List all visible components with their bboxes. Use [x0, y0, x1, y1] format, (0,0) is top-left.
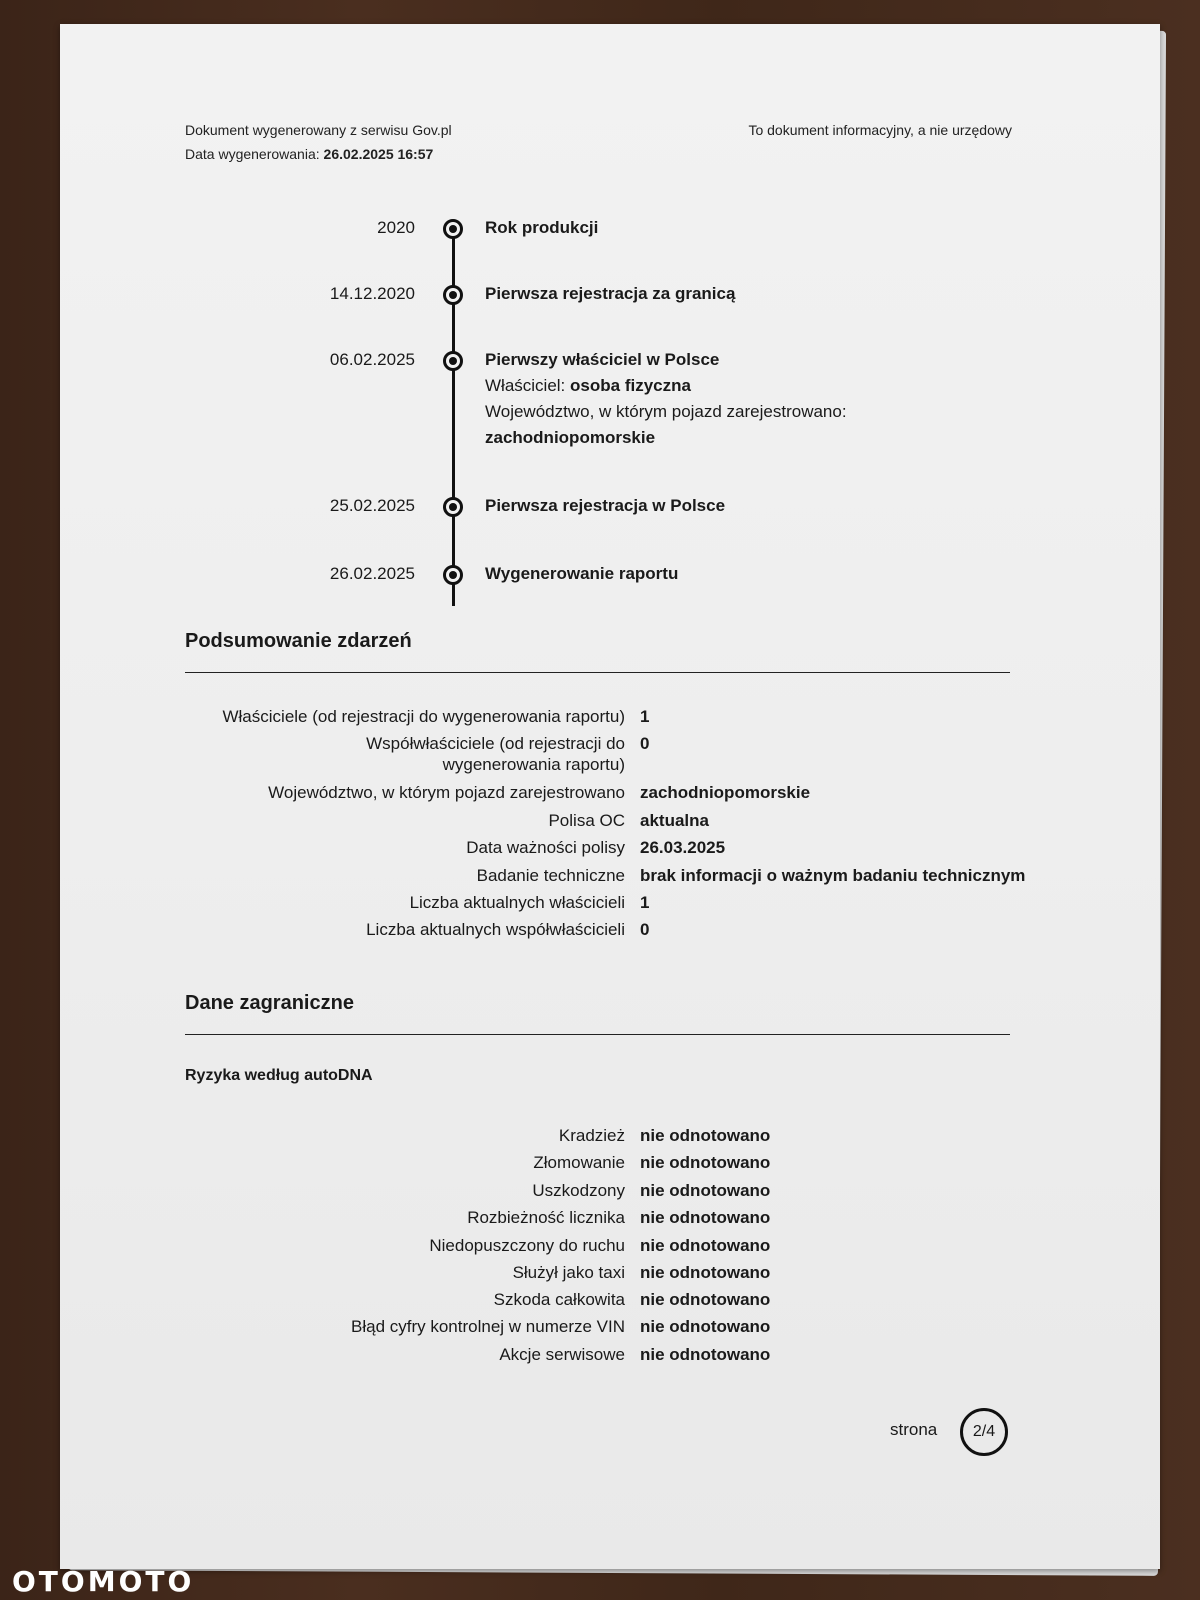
- summary-value: 1: [640, 707, 650, 726]
- summary-label: Liczba aktualnych właścicieli: [409, 893, 625, 912]
- timeline-date: 26.02.2025: [329, 564, 415, 583]
- summary-value: 0: [640, 920, 650, 939]
- summary-label: Województwo, w którym pojazd zarejestrowano: [268, 783, 625, 802]
- summary-value: 26.03.2025: [640, 838, 726, 857]
- summary-value: zachodniopomorskie: [640, 783, 811, 802]
- summary-label: Liczba aktualnych współwłaścicieli: [366, 920, 625, 939]
- summary-value: brak informacji o ważnym badaniu technicznym: [640, 866, 1026, 885]
- foreign-title: Dane zagraniczne: [185, 992, 354, 1014]
- summary-label: Współwłaściciele (od rejestracji do wygenerowania raportu): [366, 734, 625, 774]
- risk-value: nie odnotowano: [640, 1290, 771, 1309]
- document-page: [60, 24, 1160, 1569]
- timeline-title: Wygenerowanie raportu: [485, 564, 679, 583]
- risk-label: Złomowanie: [533, 1153, 625, 1172]
- generated-label: Data wygenerowania:: [185, 146, 320, 162]
- summary-value: 0: [640, 734, 650, 753]
- risk-value: nie odnotowano: [640, 1126, 771, 1145]
- section-divider: [185, 1034, 1010, 1035]
- owner-value: osoba fizyczna: [570, 376, 691, 395]
- summary-label: Właściciele (od rejestracji do wygenerowania raportu): [222, 707, 625, 726]
- timeline-date: 2020: [377, 218, 415, 237]
- section-divider: [185, 672, 1010, 673]
- risk-label: Kradzież: [558, 1126, 625, 1145]
- timeline-date: 06.02.2025: [329, 350, 415, 369]
- page-label: strona: [890, 1420, 938, 1439]
- summary-value: 1: [640, 893, 650, 912]
- region-value: zachodniopomorskie: [485, 428, 656, 447]
- risk-value: nie odnotowano: [640, 1208, 771, 1227]
- header-source: Dokument wygenerowany z serwisu Gov.pl: [185, 122, 452, 138]
- risk-label: Służył jako taxi: [512, 1263, 625, 1282]
- timeline-date: 14.12.2020: [329, 284, 415, 303]
- summary-title: Podsumowanie zdarzeń: [185, 630, 412, 652]
- risk-value: nie odnotowano: [640, 1263, 771, 1282]
- summary-label: Data ważności polisy: [466, 838, 625, 857]
- timeline-dot-icon: [443, 351, 463, 371]
- generated-value: 26.02.2025 16:57: [323, 146, 434, 162]
- timeline-title: Pierwszy właściciel w Polsce: [485, 350, 720, 369]
- timeline-title: Rok produkcji: [485, 218, 599, 237]
- owner-line: [485, 373, 847, 399]
- risk-label: Rozbieżność licznika: [467, 1208, 625, 1227]
- timeline-dot-icon: [443, 565, 463, 585]
- owner-label: Właściciel:: [485, 376, 566, 395]
- summary-label: Polisa OC: [548, 811, 625, 830]
- timeline-entry-owner: [485, 347, 847, 451]
- risk-label: Uszkodzony: [532, 1181, 625, 1200]
- header-generated: [185, 146, 433, 162]
- timeline-date: 25.02.2025: [329, 496, 415, 515]
- risk-label: Błąd cyfry kontrolnej w numerze VIN: [351, 1317, 625, 1336]
- header-disclaimer: To dokument informacyjny, a nie urzędowy: [748, 122, 1012, 138]
- risk-value: nie odnotowano: [640, 1153, 771, 1172]
- timeline-title: Pierwsza rejestracja w Polsce: [485, 496, 726, 515]
- page-number: 2/4: [960, 1408, 1008, 1456]
- region-label: Województwo, w którym pojazd zarejestrowano:: [485, 402, 847, 421]
- risk-value: nie odnotowano: [640, 1236, 771, 1255]
- summary-value: aktualna: [640, 811, 709, 830]
- risk-label: Akcje serwisowe: [499, 1345, 625, 1364]
- timeline-title: Pierwsza rejestracja za granicą: [485, 284, 736, 303]
- risk-label: Niedopuszczony do ruchu: [429, 1236, 625, 1255]
- risk-value: nie odnotowano: [640, 1345, 771, 1364]
- risk-value: nie odnotowano: [640, 1181, 771, 1200]
- summary-label: Badanie techniczne: [476, 866, 625, 885]
- otomoto-watermark: OTOMOTO: [12, 1565, 195, 1598]
- timeline-dot-icon: [443, 219, 463, 239]
- risk-value: nie odnotowano: [640, 1317, 771, 1336]
- risk-label: Szkoda całkowita: [493, 1290, 625, 1309]
- timeline-dot-icon: [443, 497, 463, 517]
- foreign-subtitle: Ryzyka według autoDNA: [185, 1067, 373, 1084]
- timeline-dot-icon: [443, 285, 463, 305]
